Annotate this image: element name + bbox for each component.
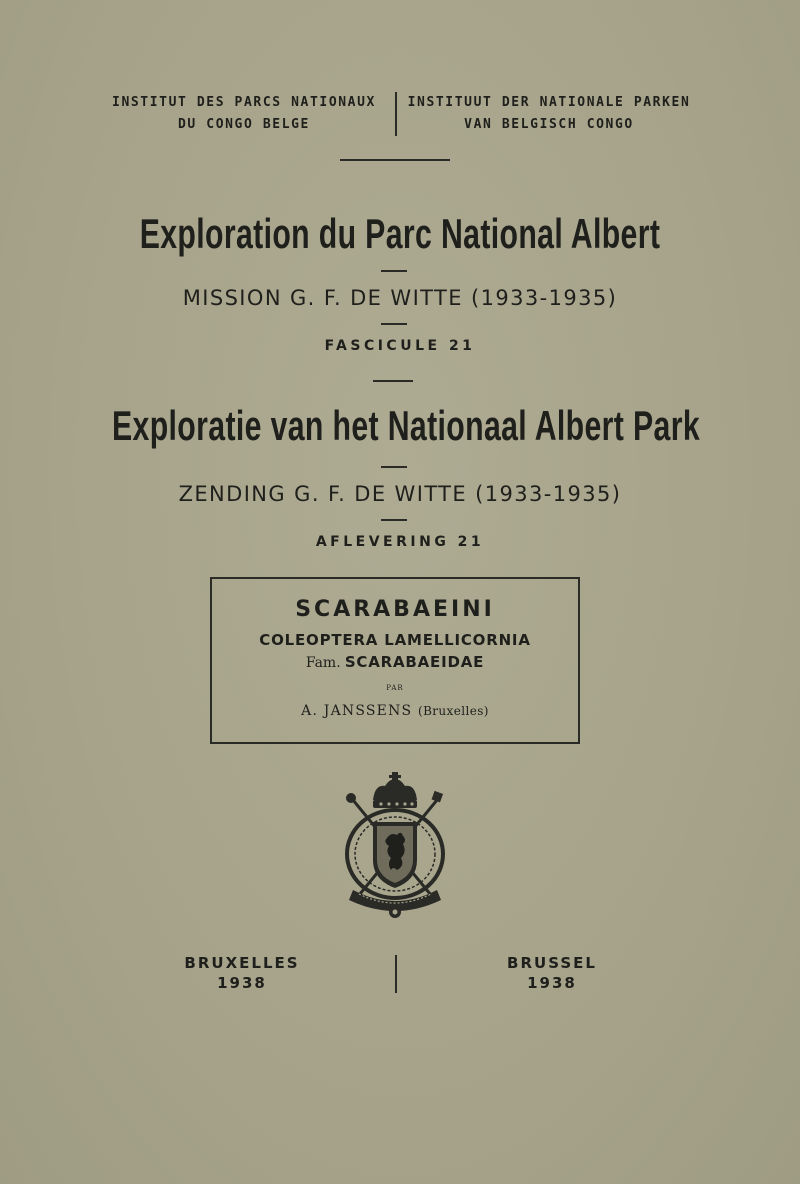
header-divider bbox=[395, 92, 397, 136]
rule bbox=[381, 323, 407, 325]
section-rule bbox=[373, 380, 413, 382]
dutch-fascicule: AFLEVERING 21 bbox=[315, 534, 485, 550]
imprint-dutch-city: BRUSSEL bbox=[507, 954, 597, 972]
belgian-coat-of-arms-icon bbox=[335, 772, 455, 922]
institute-dutch-line2: VAN BELGISCH CONGO bbox=[464, 117, 634, 132]
institute-french-line2: DU CONGO BELGE bbox=[178, 117, 310, 132]
subject-family-line bbox=[212, 653, 578, 671]
header-rule bbox=[340, 159, 450, 161]
imprint-french-city: BRUXELLES bbox=[184, 954, 300, 972]
institute-french-line1: INSTITUT DES PARCS NATIONAUX bbox=[112, 95, 376, 110]
imprint-french-year: 1938 bbox=[217, 974, 267, 992]
institute-french bbox=[100, 92, 388, 136]
family-prefix: Fam. bbox=[305, 655, 341, 671]
author-line bbox=[212, 703, 578, 719]
dutch-title: Exploratie van het Nationaal Albert Park bbox=[112, 402, 701, 449]
imprint-dutch bbox=[482, 953, 622, 993]
by-label: PAR bbox=[386, 684, 404, 692]
institute-dutch-line1: INSTITUUT DER NATIONALE PARKEN bbox=[407, 95, 691, 110]
rule bbox=[381, 270, 407, 272]
family-name: SCARABAEIDAE bbox=[344, 653, 485, 671]
imprint-french bbox=[172, 953, 312, 993]
french-mission: MISSION G. F. DE WITTE (1933-1935) bbox=[182, 286, 618, 310]
rule bbox=[381, 519, 407, 521]
subject-box bbox=[210, 577, 580, 744]
author-name: A. JANSSENS bbox=[301, 703, 413, 719]
subject-order: COLEOPTERA LAMELLICORNIA bbox=[259, 631, 531, 649]
institute-dutch bbox=[404, 92, 694, 136]
imprint-dutch-year: 1938 bbox=[527, 974, 577, 992]
french-fascicule: FASCICULE 21 bbox=[324, 338, 476, 354]
imprint-divider bbox=[395, 955, 397, 993]
author-city: (Bruxelles) bbox=[417, 704, 489, 718]
rule bbox=[381, 466, 407, 468]
subject-title: SCARABAEINI bbox=[295, 597, 495, 622]
french-title: Exploration du Parc National Albert bbox=[139, 210, 661, 257]
dutch-mission: ZENDING G. F. DE WITTE (1933-1935) bbox=[178, 482, 622, 506]
